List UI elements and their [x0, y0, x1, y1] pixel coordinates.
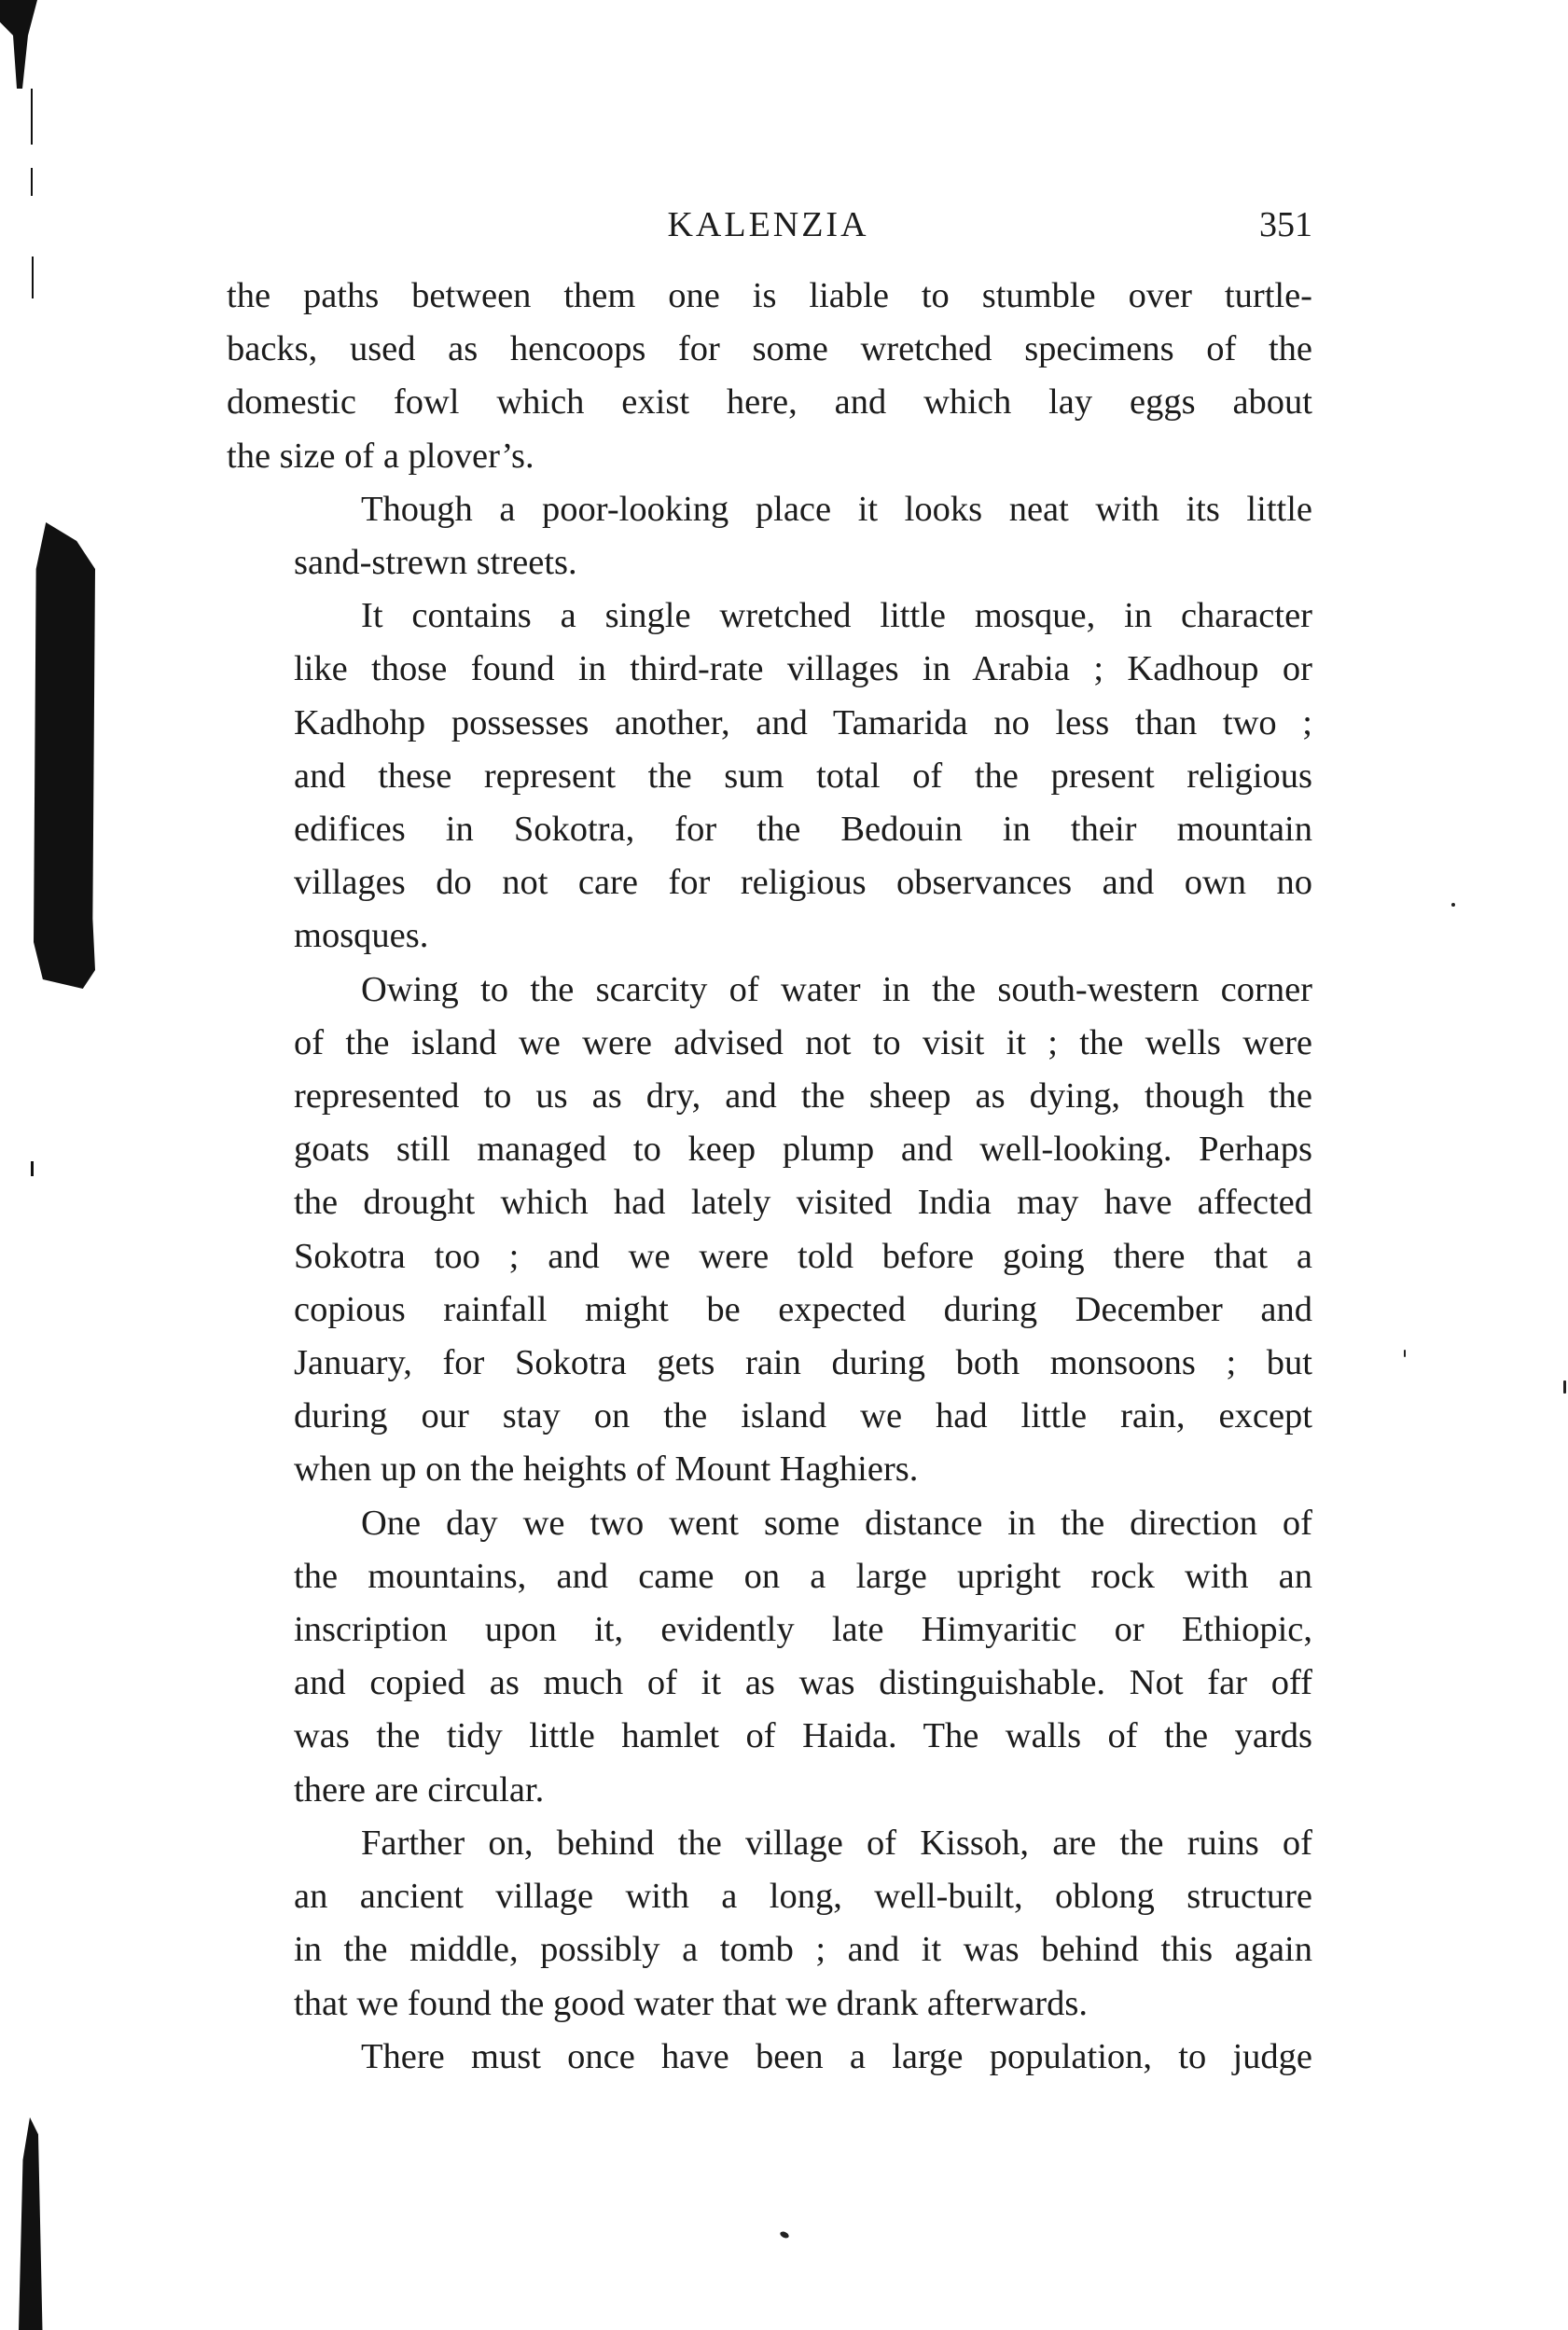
text-line: It contains a single wretched little mosque, in character: [361, 596, 1312, 636]
text-line: like those found in third-rate villages in Arabia ; Kadhoup or: [294, 649, 1312, 689]
paragraph: [227, 1497, 1312, 1817]
paragraph: [227, 270, 1312, 483]
text-line: of the island we were advised not to visit it ; the wells were: [294, 1022, 1312, 1062]
text-line: Owing to the scarcity of water in the south-western corner: [361, 969, 1312, 1009]
scan-edge-mark: [32, 257, 34, 298]
ink-speck: [779, 2230, 790, 2240]
paragraph: [227, 964, 1312, 1497]
text-line: that we found the good water that we drank afterwards.: [294, 1983, 1088, 2023]
ink-speck: [1563, 1380, 1566, 1394]
text-line: backs, used as hencoops for some wretched specimens of the: [227, 329, 1312, 369]
paragraph: [227, 483, 1312, 589]
text-line: the size of a plover’s.: [227, 436, 534, 476]
text-line: One day we two went some distance in the direction of: [361, 1503, 1312, 1543]
scan-edge-mark: [19, 2117, 47, 2330]
text-line: Sokotra too ; and we were told before going there that a: [294, 1236, 1312, 1276]
text-line: was the tidy little hamlet of Haida. The walls of the yards: [294, 1716, 1312, 1756]
running-head: KALENZIA: [667, 205, 869, 244]
scan-edge-mark: [31, 1161, 34, 1176]
body-text: [227, 270, 1312, 2084]
page-number: 351: [1259, 205, 1312, 244]
scan-edge-mark: [31, 89, 33, 145]
text-line: mosques.: [294, 916, 429, 956]
paragraph: [227, 1817, 1312, 2031]
scan-edge-mark: [31, 168, 33, 196]
ink-speck: [1404, 1350, 1406, 1357]
text-line: during our stay on the island we had little rain, except: [294, 1396, 1312, 1436]
paragraph: [227, 589, 1312, 963]
text-line: Farther on, behind the village of Kissoh, are the ruins of: [361, 1823, 1312, 1863]
text-line: when up on the heights of Mount Haghiers.: [294, 1449, 919, 1490]
text-line: inscription upon it, evidently late Himyaritic or Ethiopic,: [294, 1610, 1312, 1650]
text-line: the paths between them one is liable to stumble over turtle-: [227, 276, 1312, 315]
text-line: in the middle, possibly a tomb ; and it was behind this again: [294, 1930, 1312, 1970]
text-line: the drought which had lately visited India may have affected: [294, 1183, 1312, 1223]
text-line: represented to us as dry, and the sheep as dying, though the: [294, 1076, 1312, 1116]
text-line: edifices in Sokotra, for the Bedouin in their mountain: [294, 810, 1312, 850]
text-line: villages do not care for religious observances and own no: [294, 863, 1312, 903]
text-line: There must once have been a large population, to judge: [361, 2036, 1312, 2076]
text-line: and these represent the sum total of the present religious: [294, 756, 1312, 796]
text-line: the mountains, and came on a large upright rock with an: [294, 1556, 1312, 1596]
scan-edge-mark: [0, 0, 37, 89]
page-header: [224, 201, 1312, 257]
text-line: an ancient village with a long, well-built, oblong structure: [294, 1877, 1312, 1917]
text-line: January, for Sokotra gets rain during both monsoons ; but: [294, 1343, 1312, 1383]
scan-edge-mark: [34, 522, 95, 989]
text-line: and copied as much of it as was distinguishable. Not far off: [294, 1663, 1312, 1703]
text-line: sand-strewn streets.: [294, 543, 577, 583]
paragraph: [227, 2031, 1312, 2084]
text-line: goats still managed to keep plump and well-looking. Perhaps: [294, 1130, 1312, 1170]
text-line: there are circular.: [294, 1769, 545, 1810]
text-line: Though a poor-looking place it looks neat with its little: [361, 489, 1312, 529]
ink-speck: [1451, 903, 1455, 907]
text-line: Kadhohp possesses another, and Tamarida no less than two ;: [294, 702, 1312, 742]
text-line: copious rainfall might be expected during December and: [294, 1289, 1312, 1329]
text-line: domestic fowl which exist here, and which lay eggs about: [227, 382, 1312, 423]
